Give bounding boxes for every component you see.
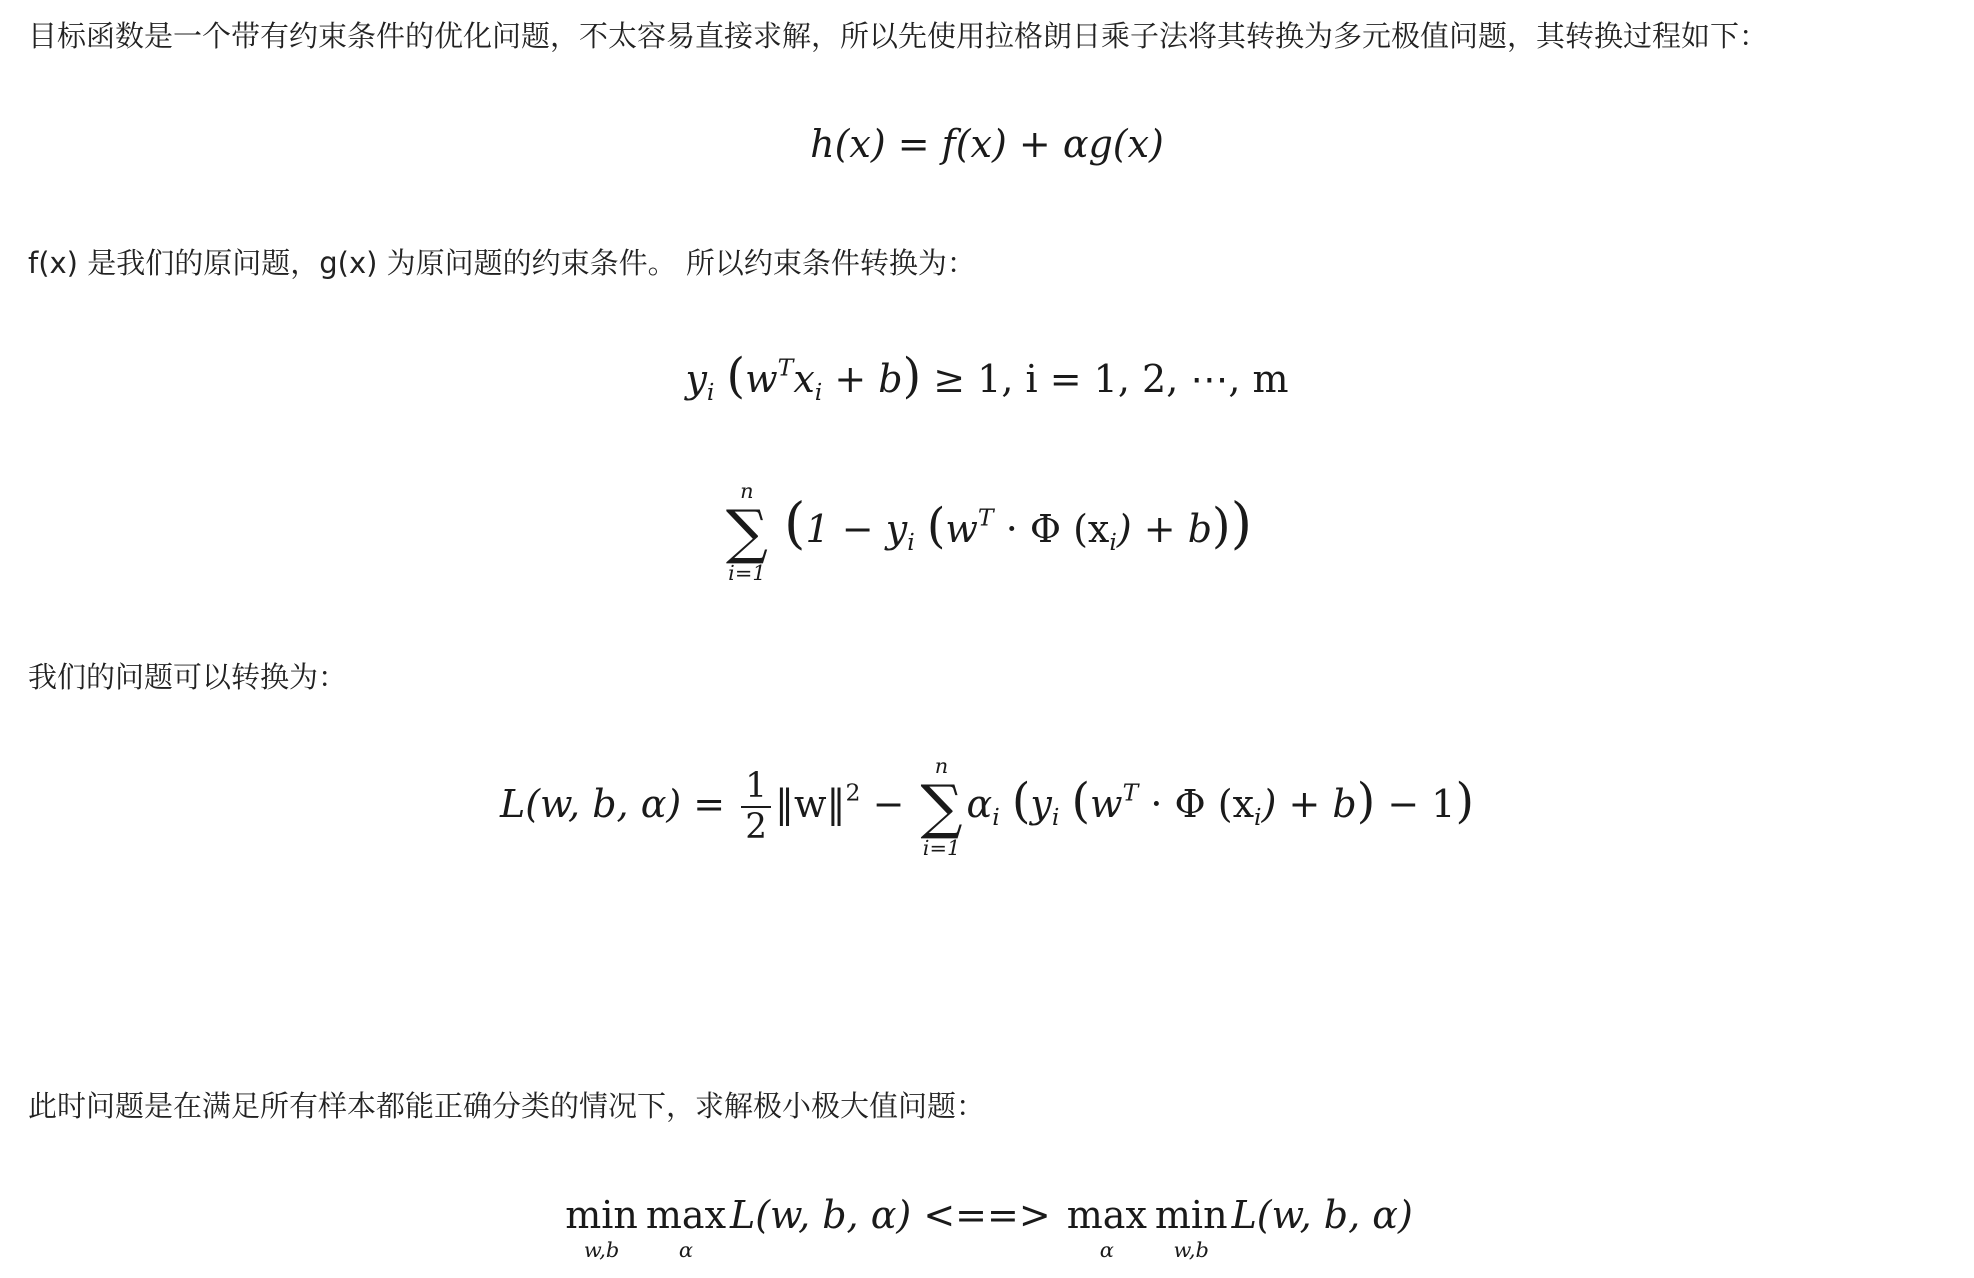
eq4-lhs: L(w, b, α) = [499, 781, 726, 826]
eq3-body-a: 1 − y [805, 506, 908, 551]
minimax-paragraph: 此时问题是在满足所有样本都能正确分类的情况下，求解极小极大值问题： [28, 1089, 986, 1123]
eq5-min-wb: min w,b [565, 1193, 638, 1262]
eq1-lhs: h(x) [810, 122, 886, 166]
eq2-y: y [685, 357, 707, 401]
eq5-min-wb-right: min w,b [1154, 1193, 1228, 1262]
eq1-rhs: = f(x) + αg(x) [897, 122, 1164, 166]
eq5-L-left: L(w, b, α) [730, 1193, 912, 1237]
transform-paragraph: 我们的问题可以转换为： [28, 660, 348, 694]
eq2-x: x [793, 357, 815, 401]
eq4-norm: ‖w‖ [774, 781, 846, 826]
constraint-paragraph: f(x) 是我们的原问题，g(x) 为原问题的约束条件。 所以约束条件转换为： [28, 246, 976, 280]
eq5-equivalence-arrow: <==> [923, 1193, 1051, 1237]
eq4-phi: · Φ (x [1150, 781, 1255, 826]
lagrangian-definition-equation [0, 122, 1974, 168]
eq2-w-sup: T [777, 353, 794, 382]
minimax-equation [0, 1193, 1974, 1262]
eq4-tail: ) + b [1261, 781, 1357, 826]
eq2-w: w [745, 357, 778, 401]
eq4-half-fraction: $\frac{1}{2}$ [741, 767, 771, 848]
eq5-max-alpha-right: max α [1066, 1193, 1147, 1262]
eq2-rest: ≥ 1, i = 1, 2, ⋯, m [933, 357, 1289, 401]
eq5-max-alpha: max α [645, 1193, 726, 1262]
eq4-summation: n ∑ i=1 [920, 754, 963, 860]
eq3-body-b: w [945, 506, 978, 551]
intro-paragraph: 目标函数是一个带有约束条件的优化问题，不太容易直接求解，所以先使用拉格朗日乘子法将其转换为多元极值问题，其转换过程如下： [28, 19, 1769, 53]
eq3-body-d: ) + b [1116, 506, 1213, 551]
hinge-sum-equation: n ∑ i=1 ($1 - y_i$ ($w^T \cdot \Phi$ $(x_i) + b$)) [725, 479, 1253, 585]
eq5-L-right: L(w, b, α) [1231, 1193, 1413, 1237]
eq4-alpha: α [966, 781, 993, 826]
constraint-equation: $y_i$ $(w^Tx_i + b) \ge 1$, i = 1, 2, ⋯, m [685, 349, 1289, 407]
eq3-summation: n ∑ i=1 [725, 479, 768, 585]
eq4-minus-one: − 1 [1387, 781, 1456, 826]
eq4-y: y [1030, 781, 1052, 826]
lagrangian-equation: L(w, b, α) = $\frac{1}{2}$ ‖w‖$^2$ − n ∑ i=1 $\alpha_i$ ($y_i$ ($w^T \cdot \Phi$ $(x_i) + b) - 1$) [499, 754, 1475, 860]
eq4-minus: − [872, 781, 905, 826]
eq2-plus-b: + b [834, 357, 903, 401]
eq2-y-sub: i [706, 378, 715, 407]
eq2-x-sub: i [814, 378, 823, 407]
eq4-w: w [1090, 781, 1123, 826]
eq3-body-c: · Φ (x [1005, 506, 1110, 551]
